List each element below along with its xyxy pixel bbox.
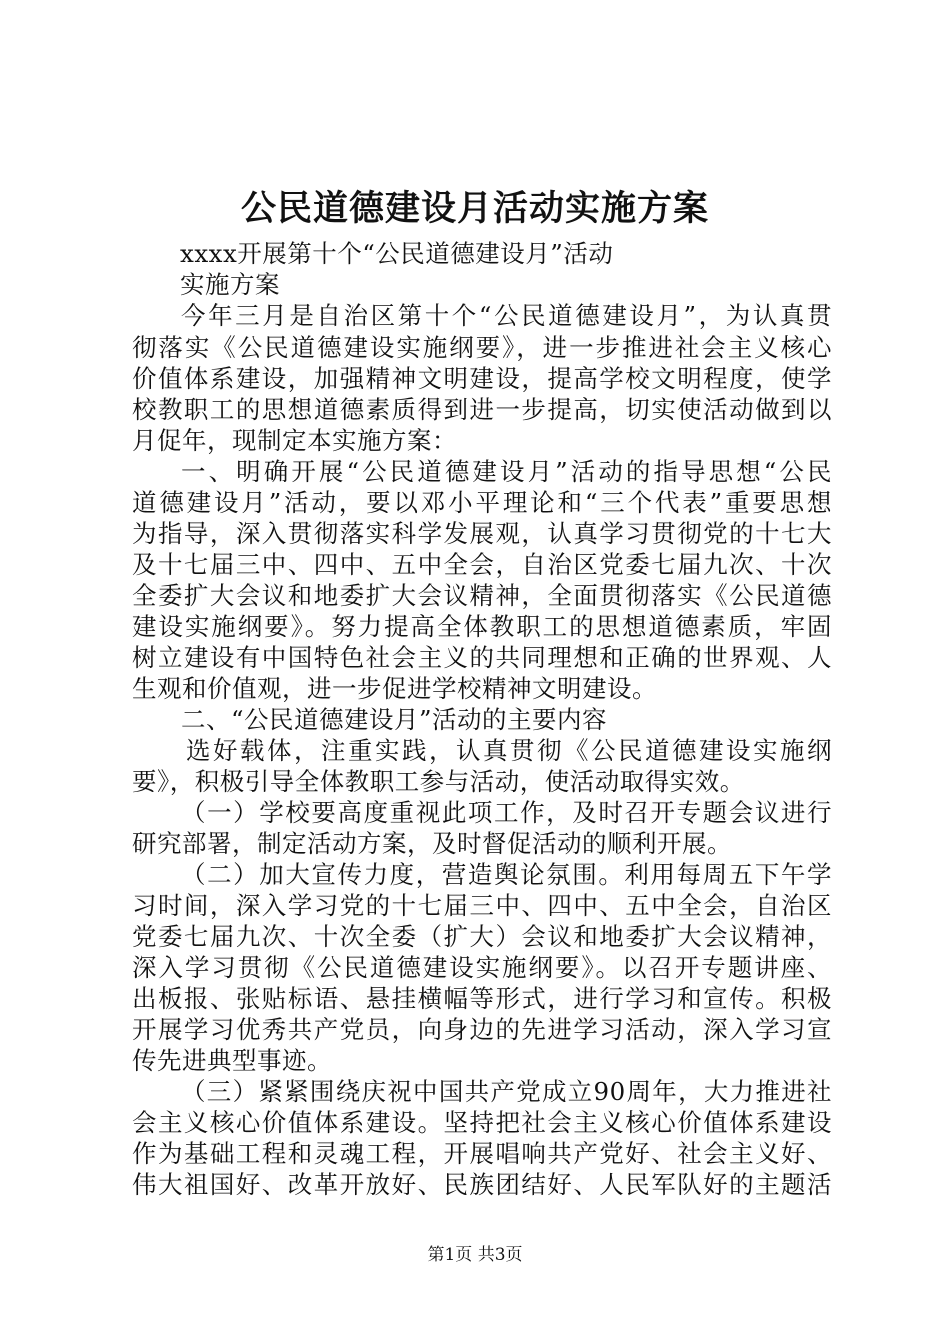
paragraph-line: 及十七届三中、四中、五中全会，自治区党委七届九次、十次 xyxy=(132,550,832,579)
paragraph-line: 要》，积极引导全体教职工参与活动，使活动取得实效。 xyxy=(132,767,745,796)
paragraph-line: 会主义核心价值体系建设。坚持把社会主义核心价值体系建设 xyxy=(132,1108,832,1137)
subtitle-line-1: xxxx开展第十个“公民道德建设月”活动 xyxy=(180,239,614,268)
paragraph-line: 全委扩大会议和地委扩大会议精神，全面贯彻落实《公民道德 xyxy=(132,581,832,610)
paragraph-line: 道德建设月”活动，要以邓小平理论和“三个代表”重要思想 xyxy=(132,488,832,517)
subtitle-line-2: 实施方案 xyxy=(180,270,280,299)
paragraph-line: 月促年，现制定本实施方案： xyxy=(132,426,457,455)
paragraph-line: （三）紧紧围绕庆祝中国共产党成立90周年，大力推进社 xyxy=(181,1077,832,1106)
paragraph-line: 校教职工的思想道德素质得到进一步提高，切实使活动做到以 xyxy=(132,395,832,424)
paragraph-line: 开展学习优秀共产党员，向身边的先进学习活动，深入学习宣 xyxy=(132,1015,832,1044)
section-heading-1: 一、明确开展“公民道德建设月”活动的指导思想“公民 xyxy=(181,457,832,486)
paragraph-line: 伟大祖国好、改革开放好、民族团结好、人民军队好的主题活 xyxy=(132,1170,832,1199)
paragraph-line: 价值体系建设，加强精神文明建设，提高学校文明程度，使学 xyxy=(132,364,832,393)
paragraph-line: 彻落实《公民道德建设实施纲要》，进一步推进社会主义核心 xyxy=(132,333,832,362)
section-heading-2: 二、“公民道德建设月”活动的主要内容 xyxy=(181,705,608,734)
paragraph-line: 树立建设有中国特色社会主义的共同理想和正确的世界观、人 xyxy=(132,643,832,672)
paragraph-line: 深入学习贯彻《公民道德建设实施纲要》。以召开专题讲座、 xyxy=(132,953,832,982)
paragraph-line: 党委七届九次、十次全委（扩大）会议和地委扩大会议精神， xyxy=(132,922,832,951)
paragraph-line: （一）学校要高度重视此项工作，及时召开专题会议进行 xyxy=(181,798,832,827)
paragraph-line: 选好载体，注重实践，认真贯彻《公民道德建设实施纲 xyxy=(186,736,832,765)
paragraph-line: 作为基础工程和灵魂工程，开展唱响共产党好、社会主义好、 xyxy=(132,1139,832,1168)
document-title: 公民道德建设月活动实施方案 xyxy=(240,188,709,229)
paragraph-line: （二）加大宣传力度，营造舆论氛围。利用每周五下午学 xyxy=(181,860,832,889)
page-number-footer: 第1页 共3页 xyxy=(427,1245,523,1265)
paragraph-line: 传先进典型事迹。 xyxy=(132,1046,332,1075)
paragraph-line: 生观和价值观，进一步促进学校精神文明建设。 xyxy=(132,674,657,703)
paragraph-line: 建设实施纲要》。努力提高全体教职工的思想道德素质，牢固 xyxy=(132,612,832,641)
paragraph-line: 为指导，深入贯彻落实科学发展观，认真学习贯彻党的十七大 xyxy=(132,519,832,548)
paragraph-line: 习时间，深入学习党的十七届三中、四中、五中全会，自治区 xyxy=(132,891,832,920)
paragraph-line: 研究部署，制定活动方案，及时督促活动的顺利开展。 xyxy=(132,829,732,858)
paragraph-line: 出板报、张贴标语、悬挂横幅等形式，进行学习和宣传。积极 xyxy=(132,984,832,1013)
paragraph-line: 今年三月是自治区第十个“公民道德建设月”，为认真贯 xyxy=(181,301,832,330)
